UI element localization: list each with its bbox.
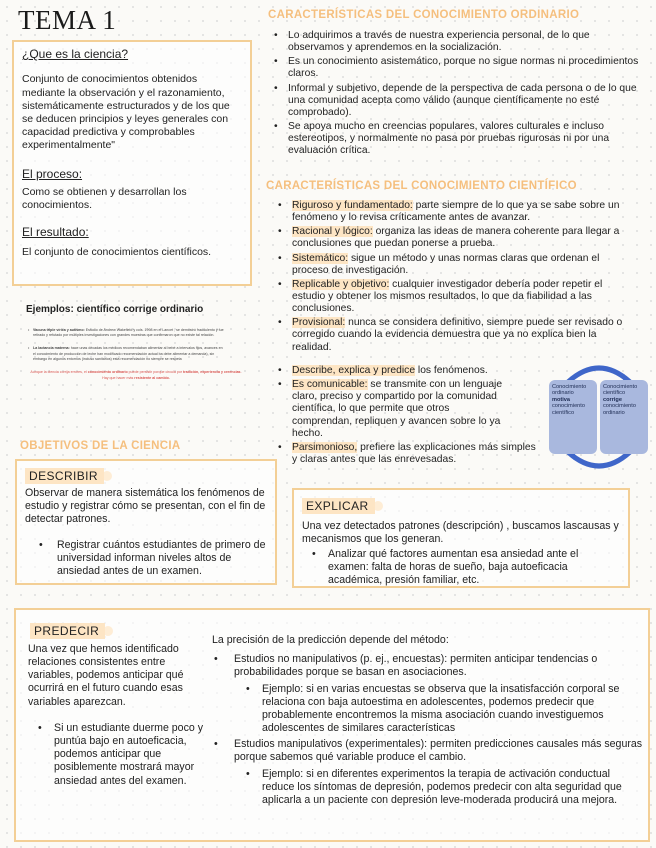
term: Vacuna triple vírica y autismo: [33, 328, 85, 332]
term: Provisional: [292, 317, 346, 329]
ejemplos-heading: Ejemplos: científico corrige ordinario [26, 304, 204, 315]
list-item [26, 346, 226, 362]
term-text: sigue un método y unas normas claras que ordenan el proceso de investigación. [292, 252, 600, 276]
list-item [276, 317, 638, 353]
cientifico-heading: CARACTERÍSTICAS DEL CONOCIMIENTO CIENTÍFICO [266, 180, 577, 192]
predecir-label: PREDECIR [30, 623, 105, 639]
cycle-text: Conocimiento [552, 384, 587, 390]
describir-box [15, 459, 277, 585]
sub-list [244, 768, 644, 807]
explicar-label: EXPLICAR [302, 498, 375, 514]
list-item [276, 226, 638, 250]
explicar-box [292, 488, 630, 588]
cientifico-list-bottom [276, 365, 536, 468]
term: Parsimonioso, [292, 441, 358, 453]
term-text: Estudio de Andrew Wakefield y cols. 1998 en el Lancet , se demostró fraudulento y fue retirado y refutado por múltiples investigaciones con grandes muestras que confirmaron que no existe tal relación. [33, 328, 224, 338]
term-text: los fenómenos. [415, 365, 488, 376]
list-item [276, 379, 508, 440]
cycle-text: corrige [603, 396, 622, 403]
predecir-left-list [36, 722, 206, 790]
footnote-text: conocimiento ordinario [87, 370, 128, 375]
list-item: • Analizar qué factores aumentan esa ansiedad ante el examen: falta de horas de sueño, baja autoeficacia académica, presión familiar, etc. [310, 548, 620, 587]
ejemplos-footnote [26, 370, 246, 381]
footnote-text: Aunque la ciencia corrija errores, el [30, 370, 88, 375]
term: Sistemático: [292, 252, 349, 264]
predecir-left-text: Una vez que hemos identificado relaciones consistentes entre variables, podemos anticipar qué ocurrirá en el futuro cuando esas variables aparezcan. [28, 643, 184, 708]
list-item: • Lo adquirimos a través de nuestra experiencia personal, de lo que observamos y aprendemos en la socialización. [272, 30, 644, 54]
proceso-heading: El proceso: [22, 166, 83, 181]
list-item [276, 442, 538, 466]
cycle-text: conocimiento [603, 403, 636, 410]
list-item: • Informal y subjetivo, depende de la perspectiva de cada persona o de lo que una comunidad acepta como válido (aunque científicamente no esté comprobado). [272, 83, 644, 119]
footnote-text: puede persistir porque circula por [127, 370, 184, 375]
term: Racional y lógico: [292, 226, 373, 238]
list-item [276, 200, 638, 224]
describir-text: Observar de manera sistemática los fenómenos de estudio y registrar cómo se presentan, con el fin de detectar patrones. [25, 487, 266, 526]
method-text: Estudios no manipulativos (p. ej., encuestas): permiten anticipar tendencias o probabilidades porque se basan en asociaciones. [234, 652, 598, 678]
cycle-text: científico [552, 409, 575, 416]
term: Replicable y objetivo: [292, 278, 390, 290]
term: Es comunicable: [292, 379, 368, 391]
term: Describe, explica y predice [292, 365, 416, 376]
term: Riguroso y fundamentado: [292, 200, 413, 211]
term-text: hace unas décadas los médicos recomendaban alimentar al bebé a intervalos fijos, avances en el conocimiento de producción de leche han modificado recomendación actual ba debe alimentar a demanda), sin embargo en algunos entornos (incluso sanitarios) esta recomendación no siempre se respeta [33, 346, 223, 361]
cycle-text: ordinario [603, 409, 625, 416]
footnote-text: resistente al cambio. [134, 375, 170, 380]
list-item: • Registrar cuántos estudiantes de primero de universidad informan niveles altos de ansiedad antes de un examen. [37, 539, 273, 578]
cycle-text: conocimiento [552, 403, 585, 410]
page-title: TEMA 1 [18, 5, 117, 35]
resultado-text: El conjunto de conocimientos científicos. [22, 245, 212, 258]
term-text: nunca se considera definitivo, siempre puede ser revisado o corregido cuando la evidencia demuestra que ya no explica bien la realidad. [292, 317, 623, 353]
term: La lactancia materna: [33, 346, 70, 351]
list-item: • Si un estudiante duerme poco y puntúa bajo en autoeficacia, podemos anticipar que posiblemente mostrará mayor ansiedad antes del examen. [36, 722, 206, 788]
list-item [276, 365, 508, 377]
cycle-diagram [546, 352, 652, 480]
term-text: parte siempre de lo que ya se sabe sobre un fenómeno y lo revisa críticamente antes de avanzar. [292, 200, 620, 224]
ciencia-question-heading: ¿Que es la ciencia? [22, 47, 129, 61]
predecir-methods-list [212, 653, 644, 807]
cycle-text: científico [603, 390, 626, 397]
footnote-text: . Hay que hacer más [102, 370, 242, 380]
list-item [276, 279, 638, 315]
list-item [26, 328, 226, 338]
list-item [212, 738, 644, 807]
cycle-text: motiva [552, 396, 571, 403]
ordinario-heading: CARACTERÍSTICAS DEL CONOCIMIENTO ORDINARIO [268, 9, 580, 21]
term-text: prefiere las explicaciones más simples y claras antes que las enrevesadas. [292, 441, 536, 465]
ejemplos-section [26, 304, 246, 381]
cientifico-list-top [276, 200, 638, 356]
term-text: cualquier investigador debería poder repetir el estudio y obtener los mismos resultados, lo que da fiabilidad a las conclusiones. [292, 278, 603, 315]
list-item: • Se apoya mucho en creencias populares, valores culturales e incluso estereotipos, y normalmente no pasa por pruebas rigurosas ni por una evaluación crítica. [272, 121, 644, 157]
term-text: se transmite con un lenguaje claro, preciso y compartido por la comunidad científica, lo que permite que otros comprendan, repliquen y avancen sobre lo ya hecho. [292, 379, 503, 439]
list-item [212, 653, 644, 735]
arrow-bottom [568, 452, 630, 466]
explicar-text: Una vez detectados patrones (descripción) , buscamos lascausas y mecanismos que los generan. [302, 520, 619, 546]
ciencia-definition: Conjunto de conocimientos obtenidos mediante la observación y el razonamiento, sistemáticamente estructurados y de los que se deducen principios y leyes generales con capacidad predictiva y comprobables experimentalmente" [22, 73, 230, 152]
method-text: Estudios manipulativos (experimentales): permiten predicciones causales más seguras porque sabemos qué variable produce el cambio. [234, 738, 643, 764]
ejemplos-list [26, 328, 226, 362]
cycle-box-ordinario [549, 380, 597, 454]
list-item: • Ejemplo: si en diferentes experimentos la terapia de activación conductual reduce los síntomas de depresión, podemos predecir con alta seguridad que aplicarla a un paciente con depresión leve-moderada producirá una mejora. [244, 768, 644, 807]
cycle-box-cientifico [600, 380, 648, 454]
ciencia-box [12, 40, 252, 286]
cycle-text: Conocimiento [603, 384, 638, 390]
explicar-list [310, 548, 620, 589]
footnote-text: tradición, experiencia y creencias [183, 370, 241, 375]
predecir-intro: La precisión de la predicción depende del método: [212, 634, 449, 646]
list-item: • Ejemplo: si en varias encuestas se observa que la insatisfacción corporal se relaciona con baja autoestima en adolescentes, podemos predecir que probablemente encontremos la misma asociación cuando investiguemos adolescentes de similares características [244, 683, 644, 735]
describir-label: DESCRIBIR [25, 468, 104, 484]
term-text: organiza las ideas de manera coherente para llegar a conclusiones que puedan ponerse a prueba. [292, 226, 620, 250]
proceso-text: Como se obtienen y desarrollan los conocimientos. [22, 186, 187, 211]
predecir-right [212, 634, 644, 809]
objetivos-heading: OBJETIVOS DE LA CIENCIA [20, 440, 181, 452]
list-item: • Es un conocimiento asistemático, porque no sigue normas ni procedimientos claros. [272, 56, 644, 80]
describir-list [37, 539, 273, 580]
sub-list [244, 683, 644, 735]
list-item [276, 253, 638, 277]
resultado-heading: El resultado: [22, 225, 89, 240]
predecir-box [14, 608, 650, 842]
ordinario-list [272, 30, 644, 159]
cycle-text: ordinario [552, 390, 574, 397]
